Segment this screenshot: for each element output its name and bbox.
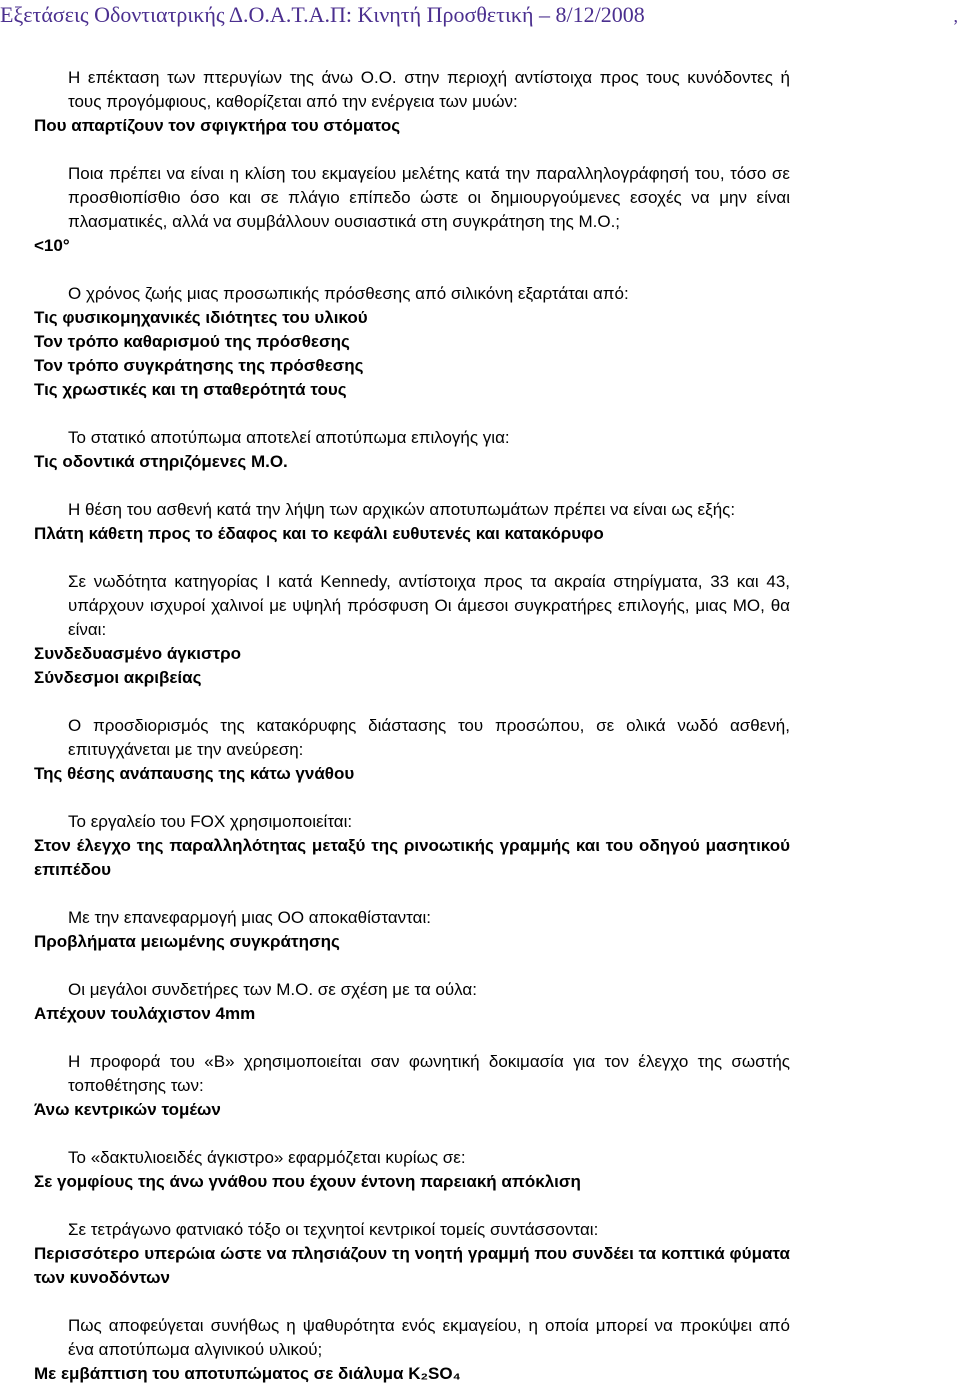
answer-text: Τις οδοντικά στηριζόμενες Μ.Ο. (34, 452, 288, 471)
answer-text: Σύνδεσμοι ακριβείας (34, 668, 202, 687)
answer-text: Τον τρόπο καθαρισμού της πρόσθεσης (34, 332, 350, 351)
qa-item-10 (34, 978, 790, 1026)
qa-item-2 (34, 162, 790, 258)
qa-item-12 (34, 1146, 790, 1194)
question-text: Πως αποφεύγεται συνήθως η ψαθυρότητα ενός εκμαγείου, η οποία μπορεί να προκύψει από ένα αποτύπωμα αλγινικού υλικού; (68, 1316, 790, 1359)
exam-content (34, 66, 790, 1386)
answer-text: Προβλήματα μειωμένης συγκράτησης (34, 932, 340, 951)
answer-text: Που απαρτίζουν τον σφιγκτήρα του στόματος (34, 116, 401, 135)
question-text: Η προφορά του «Β» χρησιμοποιείται σαν φωνητική δοκιμασία για τον έλεγχο της σωστής τοποθέτησης των: (68, 1052, 790, 1095)
qa-item-6 (34, 570, 790, 690)
qa-item-7 (34, 714, 790, 786)
answer-text: <10° (34, 236, 70, 255)
answer-text: Τον τρόπο συγκράτησης της πρόσθεσης (34, 356, 364, 375)
answer-text: Απέχουν τουλάχιστον 4mm (34, 1004, 256, 1023)
question-text: Με την επανεφαρμογή μιας ΟΟ αποκαθίστανται: (68, 908, 431, 927)
qa-item-5 (34, 498, 790, 546)
question-text: Ο προσδιορισμός της κατακόρυφης διάστασης του προσώπου, σε ολικά νωδό ασθενή, επιτυγχάνεται με την ανεύρεση: (68, 716, 790, 759)
answer-text: Στον έλεγχο της παραλληλότητας μεταξύ της ρινοωτικής γραμμής και του οδηγού μασητικού επιπέδου (34, 836, 790, 879)
answer-text: Της θέσης ανάπαυσης της κάτω γνάθου (34, 764, 355, 783)
qa-item-9 (34, 906, 790, 954)
answer-text: Άνω κεντρικών τομέων (34, 1100, 221, 1119)
question-text: Σε τετράγωνο φατνιακό τόξο οι τεχνητοί κεντρικοί τομείς συντάσσονται: (68, 1220, 599, 1239)
question-text: Το «δακτυλιοειδές άγκιστρο» εφαρμόζεται κυρίως σε: (68, 1148, 466, 1167)
answer-text: Συνδεδυασμένο άγκιστρο (34, 644, 242, 663)
qa-item-1 (34, 66, 790, 138)
answer-text: Περισσότερο υπερώια ώστε να πλησιάζουν τη νοητή γραμμή που συνδέει τα κοπτικά φύματα των κυνοδόντων (34, 1244, 790, 1287)
answer-text: Πλάτη κάθετη προς το έδαφος και το κεφάλι ευθυτενές και κατακόρυφο (34, 524, 604, 543)
qa-item-8 (34, 810, 790, 882)
qa-item-4 (34, 426, 790, 474)
header-title: Εξετάσεις Οδοντιατρικής Δ.Ο.Α.Τ.Α.Π: Κινητή Προσθετική – 8/12/2008 (0, 2, 645, 27)
answer-text: Τις φυσικομηχανικές ιδιότητες του υλικού (34, 308, 368, 327)
question-text: Οι μεγάλοι συνδετήρες των Μ.Ο. σε σχέση με τα ούλα: (68, 980, 477, 999)
qa-item-13 (34, 1218, 790, 1290)
question-text: Σε νωδότητα κατηγορίας Ι κατά Kennedy, αντίστοιχα προς τα ακραία στηρίγματα, 33 και 43, υπάρχουν ισχυροί χαλινοί με υψηλή πρόσφυση Οι άμεσοι συγκρατήρες επιλογής, μιας ΜΟ, θα είναι: (68, 572, 790, 639)
header-edge-mark: , (953, 6, 958, 26)
qa-item-11 (34, 1050, 790, 1122)
question-text: Το εργαλείο του FOX χρησιμοποιείται: (68, 812, 353, 831)
question-text: Ο χρόνος ζωής μιας προσωπικής πρόσθεσης από σιλικόνη εξαρτάται από: (68, 284, 629, 303)
answer-text: Με εμβάπτιση του αποτυπώματος σε διάλυμα K₂SO₄ (34, 1364, 461, 1383)
question-text: Η θέση του ασθενή κατά την λήψη των αρχικών αποτυπωμάτων πρέπει να είναι ως εξής: (68, 500, 736, 519)
answer-text: Τις χρωστικές και τη σταθερότητά τους (34, 380, 347, 399)
qa-item-3 (34, 282, 790, 402)
qa-item-14 (34, 1314, 790, 1386)
page-header (0, 0, 960, 34)
answer-text: Σε γομφίους της άνω γνάθου που έχουν έντονη παρειακή απόκλιση (34, 1172, 581, 1191)
question-text: Ποια πρέπει να είναι η κλίση του εκμαγείου μελέτης κατά την παραλληλογράφησή του, τόσο σε προσθιοπίσθιο όσο και σε πλάγιο επίπεδο ώστε οι δημιουργούμενες εσοχές να μην είναι πλασματικές, αλλά να συμβάλλουν ουσιαστικά στη συγκράτηση της Μ.Ο.; (68, 164, 790, 231)
question-text: Το στατικό αποτύπωμα αποτελεί αποτύπωμα επιλογής για: (68, 428, 510, 447)
question-text: Η επέκταση των πτερυγίων της άνω Ο.Ο. στην περιοχή αντίστοιχα προς τους κυνόδοντες ή τους προγόμφιους, καθορίζεται από την ενέργεια των μυών: (68, 68, 790, 111)
